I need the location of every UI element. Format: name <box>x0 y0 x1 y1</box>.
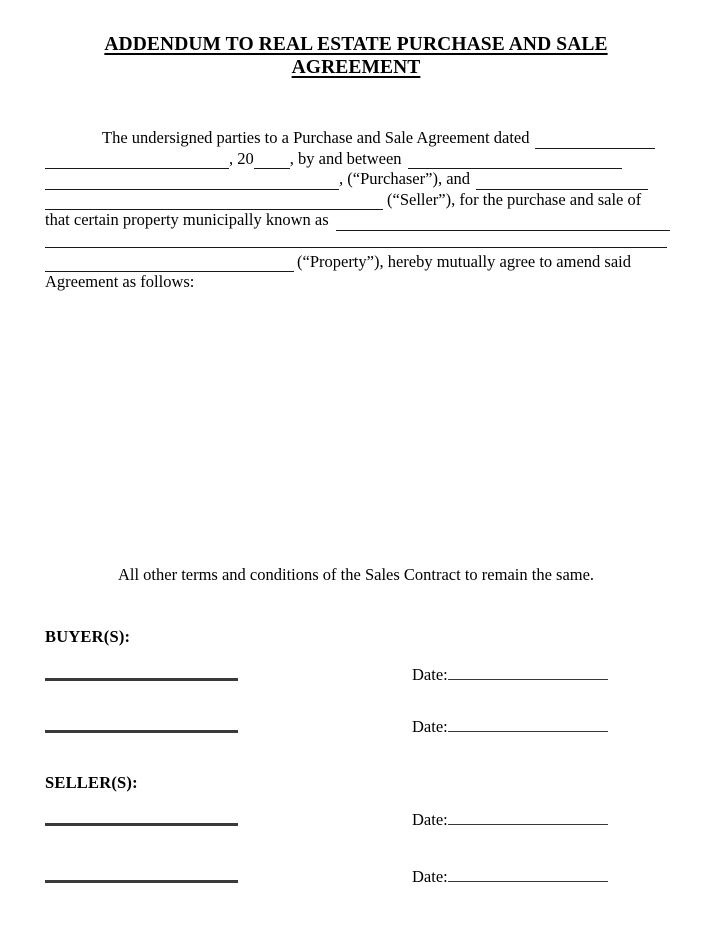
body-line-3 <box>45 169 667 190</box>
buyer-signature-row-2 <box>0 707 710 736</box>
year-field[interactable] <box>254 153 290 169</box>
body-line-7 <box>45 272 667 293</box>
body-line-2-text: , by and between <box>289 148 402 168</box>
body-line-4 <box>45 190 667 211</box>
seller-date-field-1[interactable] <box>448 810 608 825</box>
seller-date-field-2[interactable] <box>448 867 608 882</box>
buyer-signature-row-1 <box>0 655 710 684</box>
buyer-date-group-1 <box>412 665 608 685</box>
body-line-5-text: that certain property municipally known as <box>45 210 329 230</box>
page-title-line-1-text: ADDENDUM TO REAL ESTATE PURCHASE AND SALE <box>104 34 608 55</box>
seller-signature-row-2 <box>0 857 710 886</box>
body-line-1-text: The undersigned parties to a Purchase and Sale Agreement dated <box>102 128 530 147</box>
agreement-date-field[interactable] <box>535 133 655 149</box>
seller-date-group-2 <box>412 867 608 887</box>
closing-statement: All other terms and conditions of the Sales Contract to remain the same. <box>117 565 595 584</box>
body-line-6-text: (“Property”), hereby mutually agree to amend said <box>297 251 631 271</box>
page-title <box>45 33 667 79</box>
property-address-field-1[interactable] <box>336 215 670 231</box>
seller-name-field-b[interactable] <box>45 194 383 210</box>
day-month-field[interactable] <box>45 153 229 169</box>
page-title-line-2-text: AGREEMENT <box>291 57 421 78</box>
buyer-section-heading: BUYER(S): <box>45 627 131 646</box>
buyer-date-field-2[interactable] <box>448 717 608 732</box>
property-address-field-3[interactable] <box>45 256 294 272</box>
seller-date-group-1 <box>412 810 608 830</box>
body-line-1 <box>45 128 667 149</box>
buyer-signature-field-1[interactable] <box>45 678 238 681</box>
seller-section-heading: SELLER(S): <box>45 773 138 792</box>
body-line-5 <box>45 210 667 231</box>
seller-signature-field-1[interactable] <box>45 823 238 826</box>
body-line-2 <box>45 149 667 170</box>
year-prefix-text: , 20 <box>229 148 254 168</box>
body-line-7-text: Agreement as follows: <box>45 272 195 292</box>
purchaser-name-field-a[interactable] <box>408 153 622 169</box>
body-line-3-text: , (“Purchaser”), and <box>339 169 471 189</box>
body-line-4-text: (“Seller”), for the purchase and sale of <box>387 189 642 209</box>
purchaser-name-field-b[interactable] <box>45 174 339 190</box>
date-label: Date: <box>412 810 448 829</box>
page-title-line-1 <box>45 33 667 56</box>
page-title-line-2 <box>45 56 667 79</box>
seller-name-field-a[interactable] <box>476 174 648 190</box>
seller-signature-field-2[interactable] <box>45 880 238 883</box>
agreement-body <box>45 128 667 293</box>
date-label: Date: <box>412 717 448 736</box>
buyer-signature-field-2[interactable] <box>45 730 238 733</box>
seller-signature-row-1 <box>0 800 710 829</box>
property-address-field-2[interactable] <box>45 231 667 252</box>
date-label: Date: <box>412 665 448 684</box>
buyer-date-field-1[interactable] <box>448 665 608 680</box>
buyer-date-group-2 <box>412 717 608 737</box>
date-label: Date: <box>412 867 448 886</box>
body-line-6 <box>45 252 667 273</box>
property-address-rule <box>45 247 667 248</box>
